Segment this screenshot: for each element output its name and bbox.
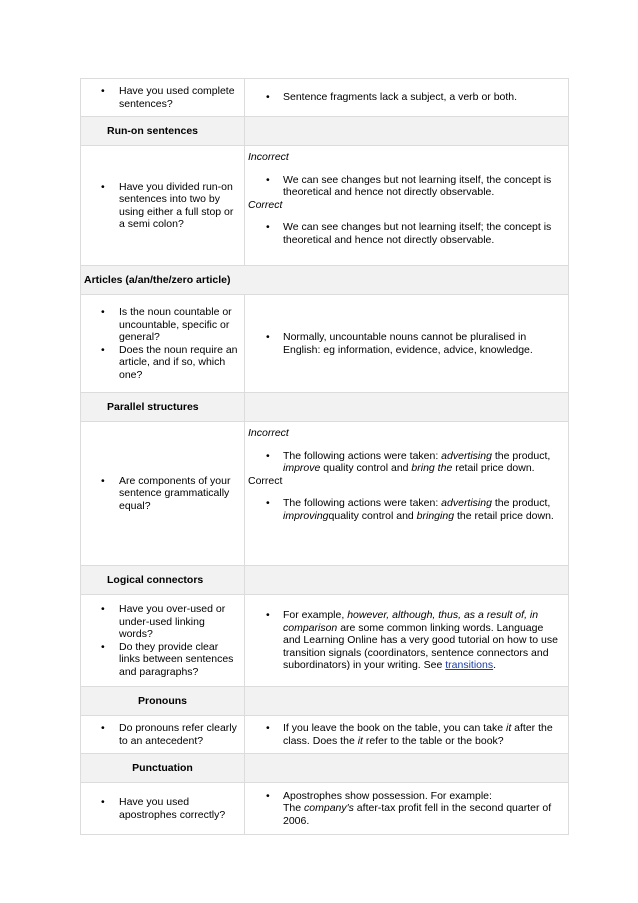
heading-fill-cell <box>245 117 569 146</box>
correct-label: Correct <box>248 474 283 487</box>
section-heading-text: Logical connectors <box>107 574 204 586</box>
section-heading-pronouns <box>81 687 569 716</box>
answer-item: • Apostrophes show possession. For example: The company's after-tax profit fell in the second quarter of 2006. <box>245 790 568 828</box>
section-heading-parallel <box>81 393 569 422</box>
question-cell <box>81 79 245 117</box>
incorrect-label: Incorrect <box>248 151 289 163</box>
table-row-logical <box>81 595 569 687</box>
section-heading-cell <box>81 117 245 146</box>
table-row-articles <box>81 295 569 393</box>
table-row-punctuation <box>81 783 569 835</box>
heading-fill-cell <box>245 687 569 716</box>
question-item: • Does the noun require an article, and if so, which one? <box>81 344 244 382</box>
section-heading-cell <box>81 266 569 295</box>
answer-cell <box>245 146 569 266</box>
answer-item: • Normally, uncountable nouns cannot be pluralised in English: eg information, evidence, advice, knowledge. <box>245 331 568 356</box>
question-item: • Have you divided run-on sentences into two by using either a full stop or a semi colon? <box>81 181 244 231</box>
question-cell <box>81 295 245 393</box>
section-heading-text: Pronouns <box>138 695 187 707</box>
heading-fill-cell <box>245 754 569 783</box>
section-heading-cell <box>81 393 245 422</box>
question-item: • Are components of your sentence grammatically equal? <box>81 475 244 513</box>
table-row-parallel <box>81 422 569 566</box>
incorrect-label: Incorrect <box>248 427 289 439</box>
section-heading-text: Parallel structures <box>107 401 199 413</box>
correct-example: • The following actions were taken: advertising the product, improvingquality control and bringing the retail price down. <box>245 497 568 522</box>
question-item: • Have you used complete sentences? <box>81 85 244 110</box>
transitions-link[interactable]: transitions <box>445 659 494 672</box>
question-item: • Do they provide clear links between sentences and paragraphs? <box>81 641 244 679</box>
question-item: • Do pronouns refer clearly to an antecedent? <box>81 722 244 747</box>
section-heading-text: Punctuation <box>132 762 193 774</box>
question-item: • Have you over-used or under-used linking words? <box>81 603 244 641</box>
table-row-run-on <box>81 146 569 266</box>
correct-label: Correct <box>248 198 283 211</box>
answer-item: • For example, however, although, thus, as a result of, in comparison are some common linking words. Language and Learning Online has a very good tutorial on how to use transition signals (coordinators, sentence connectors and subordinators) in your writing. See transitions. <box>245 609 568 672</box>
section-heading-articles <box>81 266 569 295</box>
question-item: • Have you used apostrophes correctly? <box>81 796 244 821</box>
question-cell <box>81 422 245 566</box>
answer-cell <box>245 79 569 117</box>
answer-cell <box>245 783 569 835</box>
section-heading-cell <box>81 566 245 595</box>
heading-fill-cell <box>245 566 569 595</box>
incorrect-example: • The following actions were taken: advertising the product, improve quality control and bring the retail price down. <box>245 450 568 475</box>
answer-cell <box>245 295 569 393</box>
heading-fill-cell <box>245 393 569 422</box>
section-heading-punctuation <box>81 754 569 783</box>
section-heading-text: Run-on sentences <box>107 125 199 137</box>
section-heading-run-on <box>81 117 569 146</box>
correct-example: • We can see changes but not learning itself; the concept is theoretical and hence not directly observable. <box>245 221 568 246</box>
question-cell <box>81 716 245 754</box>
grammar-checklist-table <box>80 78 569 835</box>
question-cell <box>81 595 245 687</box>
section-heading-logical <box>81 566 569 595</box>
answer-cell <box>245 422 569 566</box>
section-heading-text: Articles (a/an/the/zero article) <box>84 274 231 286</box>
section-heading-cell <box>81 754 245 783</box>
table-row-complete-sentences <box>81 79 569 117</box>
question-item: • Is the noun countable or uncountable, specific or general? <box>81 306 244 344</box>
answer-cell <box>245 595 569 687</box>
table-row-pronouns <box>81 716 569 754</box>
answer-item: • Sentence fragments lack a subject, a verb or both. <box>245 91 568 104</box>
answer-cell <box>245 716 569 754</box>
section-heading-cell <box>81 687 245 716</box>
answer-item: • If you leave the book on the table, you can take it after the class. Does the it refer to the table or the book? <box>245 722 568 747</box>
question-cell <box>81 783 245 835</box>
incorrect-example: • We can see changes but not learning itself, the concept is theoretical and hence not directly observable. <box>245 174 568 199</box>
question-cell <box>81 146 245 266</box>
